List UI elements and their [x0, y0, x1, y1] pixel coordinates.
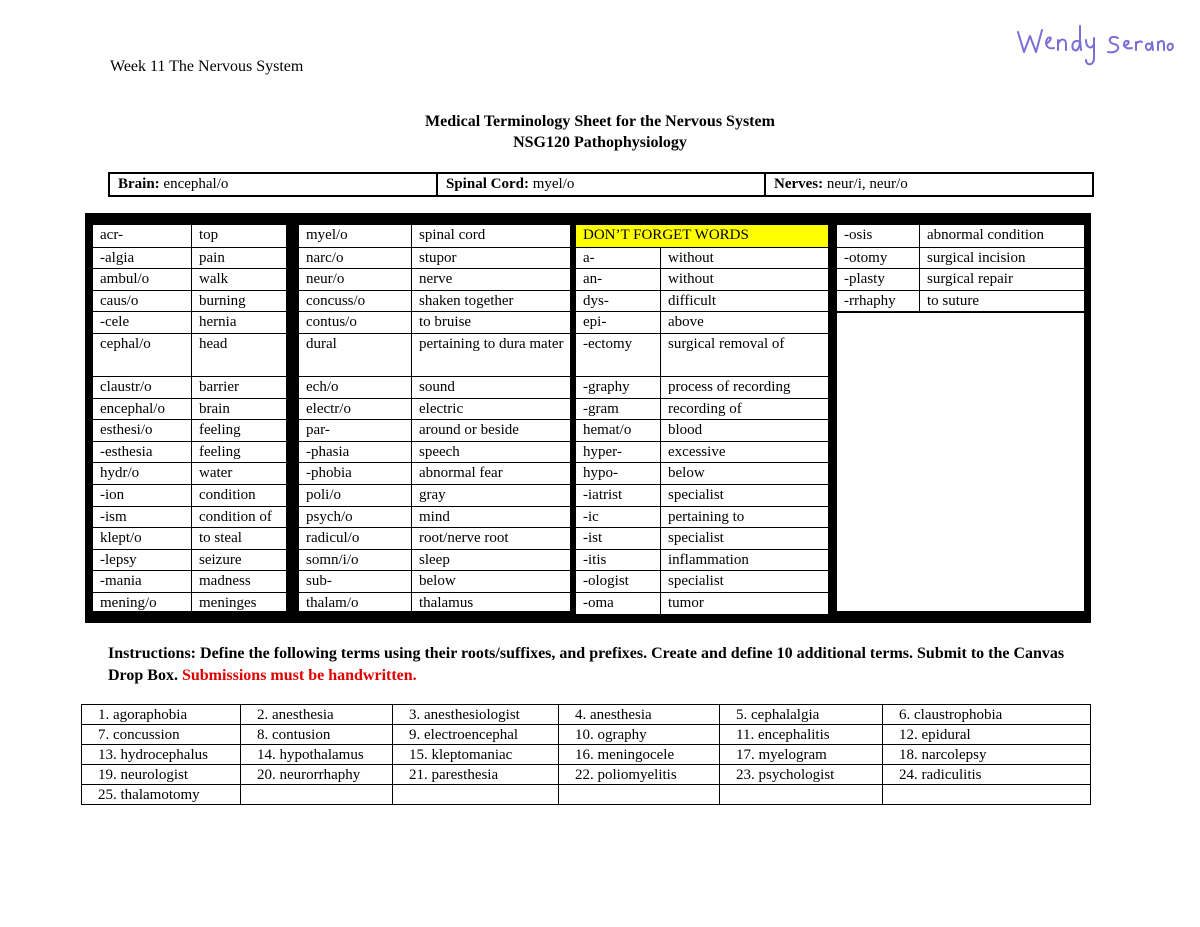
- term-row: [576, 376, 828, 398]
- term-part: a-: [583, 249, 595, 266]
- term-part: -phasia: [306, 443, 350, 460]
- term-part: neur/o: [306, 271, 345, 288]
- term-cell: 9. electroencephal: [393, 725, 559, 745]
- term-row: [576, 290, 828, 312]
- term-row: [93, 247, 286, 269]
- term-meaning: surgical removal of: [660, 334, 828, 376]
- term-meaning: speech: [411, 442, 570, 463]
- term-meaning: difficult: [660, 291, 828, 312]
- term-row: [93, 398, 286, 420]
- term-row: [93, 419, 286, 441]
- term-meaning: pain: [191, 248, 286, 269]
- term-cell: 16. meningocele: [559, 745, 720, 765]
- term-meaning: surgical incision: [919, 248, 1084, 269]
- term-meaning: feeling: [191, 420, 286, 441]
- terms-column-1: [93, 225, 286, 611]
- term-row: [299, 441, 570, 463]
- term-part: -esthesia: [100, 443, 153, 460]
- page-title: Medical Terminology Sheet for the Nervous System: [425, 113, 775, 130]
- term-part: dural: [306, 336, 337, 352]
- term-part: -ist: [583, 530, 603, 547]
- term-row: [93, 527, 286, 549]
- terms-grid: [81, 704, 1091, 805]
- term-part: -cele: [100, 314, 130, 331]
- term-row: [576, 419, 828, 441]
- term-part: -iatrist: [583, 487, 623, 503]
- term-part: esthesi/o: [100, 422, 153, 439]
- term-part: myel/o: [306, 227, 348, 243]
- handwritten-signature: [1014, 22, 1174, 70]
- term-meaning: specialist: [660, 571, 828, 592]
- term-row: [299, 527, 570, 549]
- term-row: [299, 268, 570, 290]
- term-cell: 21. paresthesia: [393, 765, 559, 785]
- term-part: par-: [306, 422, 330, 439]
- term-part: sub-: [306, 573, 332, 590]
- term-cell: 2. anesthesia: [241, 705, 393, 725]
- term-meaning: stupor: [411, 248, 570, 269]
- term-meaning: pertaining to dura mater: [411, 334, 570, 376]
- term-meaning: specialist: [660, 485, 828, 506]
- term-part: poli/o: [306, 487, 342, 503]
- term-meaning: excessive: [660, 442, 828, 463]
- category-value: encephal/o: [159, 176, 229, 192]
- term-part: radicul/o: [306, 530, 360, 547]
- term-meaning: mind: [411, 507, 570, 528]
- empty-area: [837, 311, 1084, 611]
- instructions-text: Instructions: Define the following terms using their roots/suffixes, and prefixes. Create and define 10 additional terms. Submit to the Canvas Drop Box.: [108, 645, 1065, 684]
- term-meaning: without: [660, 269, 828, 290]
- dont-forget-header: DON’T FORGET WORDS: [576, 225, 828, 247]
- term-part: -ion: [100, 487, 125, 503]
- term-part: -gram: [583, 400, 619, 417]
- term-meaning: thalamus: [411, 593, 570, 614]
- term-cell: [559, 785, 720, 805]
- term-cell: [393, 785, 559, 805]
- term-meaning: madness: [191, 571, 286, 592]
- page-subtitle: NSG120 Pathophysiology: [513, 134, 687, 151]
- term-cell: 17. myelogram: [720, 745, 883, 765]
- term-meaning: brain: [191, 399, 286, 420]
- term-row: [299, 506, 570, 528]
- category-label: Nerves:: [774, 176, 824, 192]
- term-cell: 10. ography: [559, 725, 720, 745]
- term-part: -mania: [100, 573, 142, 590]
- term-row: [299, 247, 570, 269]
- term-cell: 19. neurologist: [82, 765, 241, 785]
- term-part: somn/i/o: [306, 551, 359, 568]
- term-row: [576, 268, 828, 290]
- term-part: -osis: [844, 227, 873, 243]
- terms-grid-row: [82, 705, 1091, 725]
- term-row: [93, 441, 286, 463]
- terminology-table: [85, 213, 1091, 623]
- term-row: [93, 462, 286, 484]
- term-cell: 13. hydrocephalus: [82, 745, 241, 765]
- term-row: [837, 225, 1084, 247]
- term-meaning: sound: [411, 377, 570, 398]
- category-label: Brain:: [118, 176, 160, 192]
- term-meaning: spinal cord: [411, 225, 570, 247]
- term-row: [576, 441, 828, 463]
- term-meaning: top: [191, 225, 286, 247]
- term-row: [93, 290, 286, 312]
- term-row: [93, 549, 286, 571]
- category-bar: [108, 172, 1094, 197]
- term-meaning: gray: [411, 485, 570, 506]
- term-row: [576, 570, 828, 592]
- term-part: dys-: [583, 292, 609, 309]
- term-row: [576, 506, 828, 528]
- term-part: psych/o: [306, 508, 353, 525]
- terms-column-4: [837, 225, 1084, 611]
- term-cell: 22. poliomyelitis: [559, 765, 720, 785]
- term-part: electr/o: [306, 400, 351, 417]
- term-part: -itis: [583, 551, 607, 568]
- term-row: [576, 247, 828, 269]
- term-cell: 3. anesthesiologist: [393, 705, 559, 725]
- term-cell: 18. narcolepsy: [883, 745, 1091, 765]
- term-cell: 5. cephalalgia: [720, 705, 883, 725]
- term-cell: 8. contusion: [241, 725, 393, 745]
- term-part: -algia: [100, 249, 135, 266]
- term-cell: 1. agoraphobia: [82, 705, 241, 725]
- term-meaning: sleep: [411, 550, 570, 571]
- term-row: [93, 333, 286, 376]
- term-part: thalam/o: [306, 595, 359, 611]
- term-meaning: surgical repair: [919, 269, 1084, 290]
- term-meaning: seizure: [191, 550, 286, 571]
- term-meaning: abnormal fear: [411, 463, 570, 484]
- category-label: Spinal Cord:: [446, 176, 529, 192]
- term-part: -graphy: [583, 379, 630, 395]
- term-row: [299, 311, 570, 333]
- term-row: [576, 462, 828, 484]
- term-part: mening/o: [100, 595, 157, 611]
- term-row: [299, 484, 570, 506]
- instructions-warning: Submissions must be handwritten.: [181, 667, 417, 684]
- term-meaning: pertaining to: [660, 507, 828, 528]
- term-row: [299, 419, 570, 441]
- term-meaning: root/nerve root: [411, 528, 570, 549]
- term-cell: [720, 785, 883, 805]
- term-part: -plasty: [844, 271, 885, 288]
- term-part: klept/o: [100, 530, 142, 547]
- term-row: [93, 268, 286, 290]
- term-meaning: electric: [411, 399, 570, 420]
- term-cell: 15. kleptomaniac: [393, 745, 559, 765]
- term-meaning: recording of: [660, 399, 828, 420]
- term-cell: 7. concussion: [82, 725, 241, 745]
- term-meaning: around or beside: [411, 420, 570, 441]
- term-part: caus/o: [100, 292, 139, 309]
- term-part: encephal/o: [100, 400, 165, 417]
- term-part: -rrhaphy: [844, 292, 896, 309]
- term-meaning: without: [660, 248, 828, 269]
- term-row: [299, 290, 570, 312]
- term-meaning: condition of: [191, 507, 286, 528]
- category-nerves: [766, 174, 1092, 195]
- term-cell: 11. encephalitis: [720, 725, 883, 745]
- category-spinal-cord: [438, 174, 766, 195]
- term-row: [93, 225, 286, 247]
- term-cell: 23. psychologist: [720, 765, 883, 785]
- title-block: [0, 111, 1200, 153]
- term-meaning: shaken together: [411, 291, 570, 312]
- dont-forget-header-row: [576, 225, 828, 247]
- week-label: Week 11 The Nervous System: [110, 58, 304, 75]
- term-row: [576, 484, 828, 506]
- term-part: narc/o: [306, 249, 344, 266]
- term-meaning: tumor: [660, 593, 828, 614]
- category-brain: [110, 174, 438, 195]
- term-part: -lepsy: [100, 551, 137, 568]
- term-row: [93, 311, 286, 333]
- term-cell: [883, 785, 1091, 805]
- term-part: -ic: [583, 508, 599, 525]
- term-row: [837, 268, 1084, 290]
- term-part: hypo-: [583, 465, 618, 482]
- term-meaning: barrier: [191, 377, 286, 398]
- term-meaning: nerve: [411, 269, 570, 290]
- term-part: hydr/o: [100, 465, 140, 482]
- term-row: [299, 592, 570, 614]
- term-cell: 24. radiculitis: [883, 765, 1091, 785]
- term-part: an-: [583, 271, 603, 288]
- term-meaning: walk: [191, 269, 286, 290]
- term-row: [837, 290, 1084, 312]
- category-value: neur/i, neur/o: [823, 176, 908, 192]
- category-value: myel/o: [528, 176, 575, 192]
- terms-grid-row: [82, 765, 1091, 785]
- term-meaning: inflammation: [660, 550, 828, 571]
- term-part: epi-: [583, 314, 607, 331]
- terms-column-3: [576, 225, 828, 614]
- term-part: acr-: [100, 227, 124, 243]
- term-part: -otomy: [844, 249, 888, 266]
- term-meaning: feeling: [191, 442, 286, 463]
- term-row: [93, 376, 286, 398]
- term-row: [299, 549, 570, 571]
- term-part: hemat/o: [583, 422, 632, 439]
- term-meaning: to steal: [191, 528, 286, 549]
- terms-grid-row: [82, 785, 1091, 805]
- term-row: [93, 592, 286, 614]
- term-part: -oma: [583, 595, 614, 611]
- term-cell: 6. claustrophobia: [883, 705, 1091, 725]
- term-meaning: below: [660, 463, 828, 484]
- term-row: [299, 376, 570, 398]
- term-meaning: to suture: [919, 291, 1084, 312]
- term-row: [576, 549, 828, 571]
- term-row: [93, 484, 286, 506]
- terms-column-2: [299, 225, 570, 611]
- term-part: ambul/o: [100, 271, 150, 288]
- term-part: -ologist: [583, 573, 629, 590]
- term-row: [93, 506, 286, 528]
- term-cell: 25. thalamotomy: [82, 785, 241, 805]
- term-row: [576, 311, 828, 333]
- term-part: concuss/o: [306, 292, 366, 309]
- term-row: [576, 527, 828, 549]
- term-cell: 20. neurorrhaphy: [241, 765, 393, 785]
- term-row: [576, 398, 828, 420]
- term-part: claustr/o: [100, 379, 152, 395]
- term-part: -phobia: [306, 465, 352, 482]
- term-meaning: burning: [191, 291, 286, 312]
- term-part: ech/o: [306, 379, 339, 395]
- term-row: [299, 462, 570, 484]
- term-row: [576, 333, 828, 376]
- terms-grid-row: [82, 725, 1091, 745]
- term-row: [299, 398, 570, 420]
- term-row: [93, 570, 286, 592]
- term-part: -ectomy: [583, 336, 633, 352]
- term-meaning: meninges: [191, 593, 286, 614]
- term-part: cephal/o: [100, 336, 151, 352]
- term-meaning: below: [411, 571, 570, 592]
- term-meaning: specialist: [660, 528, 828, 549]
- terms-grid-row: [82, 745, 1091, 765]
- term-meaning: process of recording: [660, 377, 828, 398]
- term-meaning: blood: [660, 420, 828, 441]
- term-row: [299, 333, 570, 376]
- term-row: [299, 225, 570, 247]
- term-cell: [241, 785, 393, 805]
- term-meaning: hernia: [191, 312, 286, 333]
- term-meaning: abnormal condition: [919, 225, 1084, 247]
- term-row: [837, 247, 1084, 269]
- term-part: contus/o: [306, 314, 357, 331]
- term-meaning: above: [660, 312, 828, 333]
- term-meaning: to bruise: [411, 312, 570, 333]
- term-part: -ism: [100, 508, 127, 525]
- term-meaning: head: [191, 334, 286, 376]
- instructions: [108, 643, 1093, 687]
- term-row: [299, 570, 570, 592]
- term-cell: 4. anesthesia: [559, 705, 720, 725]
- term-cell: 14. hypothalamus: [241, 745, 393, 765]
- term-meaning: condition: [191, 485, 286, 506]
- term-meaning: water: [191, 463, 286, 484]
- term-cell: 12. epidural: [883, 725, 1091, 745]
- term-row: [576, 592, 828, 614]
- term-part: hyper-: [583, 443, 622, 460]
